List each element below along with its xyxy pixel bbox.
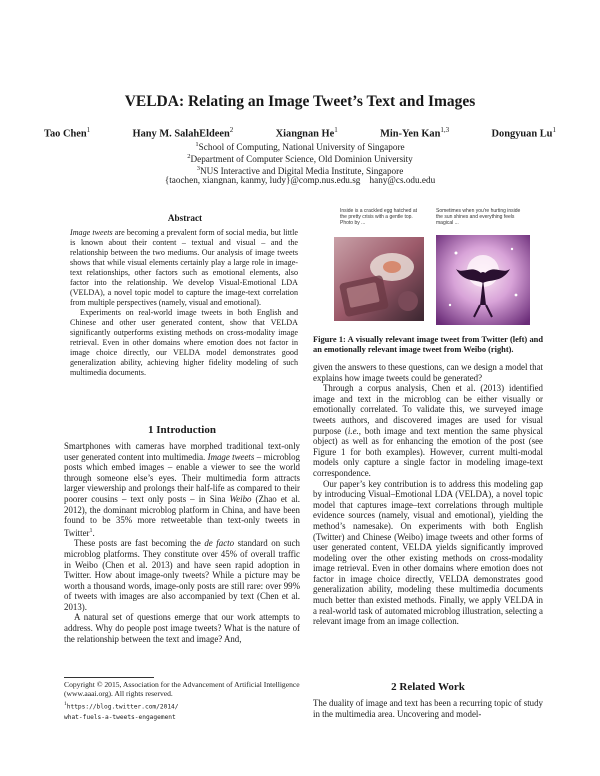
paper-title: VELDA: Relating an Image Tweet’s Text and Images — [124, 93, 476, 110]
related-work-body — [313, 698, 543, 719]
photo-icon — [334, 237, 424, 321]
fairy-photo-icon — [436, 235, 530, 325]
figure-left-tweet-image — [334, 237, 424, 321]
right-paragraph-3: Our paper’s key contribution is to address this modeling gap by introducing Visual–Emotional LDA (VELDA), a novel topic model that captures image–text correlations through multiple evidence sources (namely, visual and emotional), yielding the method’s namesake). On experiments with both English (Twitter) and Chinese (Weibo) image tweets and other forms of user generated content, VELDA yields significantly improved modeling over the other existing methods on cross-modality image retrieval. Even in other domains where emotion does not factor in image choice directly, VELDA demonstrates good generalization ability, modeling these multimedia documents much better than existed methods. Finally, we apply VELDA in a real-world task of automated microblog illustration, selecting a relevant image from an image collection. — [313, 478, 543, 627]
figure-right-tweet-image — [436, 235, 530, 325]
intro-paragraph-3: A natural set of questions emerge that our work attempts to address. Why do people post image tweets? What is the nature of the relationship between the text and image? And, — [64, 612, 300, 644]
section-heading-introduction: 1 Introduction — [148, 424, 216, 436]
author-list — [44, 126, 556, 139]
author-4: Min-Yen Kan$^{1,3}$ — [380, 126, 450, 140]
figure-right-tweet-text: Sometimes when you're hurting inside the sun shines and everything feels magical ... — [436, 208, 521, 226]
footnote-rule — [64, 677, 154, 678]
section-heading-related-work: 2 Related Work — [391, 681, 465, 693]
intro-paragraph-2: These posts are fast becoming the de facto standard on such microblog platforms. They constitute over 45% of overall traffic in Weibo (Chen et al. 2013) and have seen rapid adoption in Twitter. How about image-only tweets? While a picture may be worth a thousand words, image-only posts are still rare: over 99% of tweets with images are also accompanied by text (Chen et al. 2013). — [64, 538, 300, 612]
abstract-paragraph-2: Experiments on real-world image tweets in both English and Chinese and other user generated content, show that VELDA significantly outperforms existing methods on cross-modality image retrieval. Even in other domains where emotion does not factor in image choice directly, our VELDA model demonstrates good generalization ability, achieving higher fidelity modeling of such multimedia documents. — [70, 308, 298, 377]
figure-1-caption: Figure 1: A visually relevant image tweet from Twitter (left) and an emotionally relevant image tweet from Weibo (right). — [313, 335, 543, 355]
figure-left-tweet-text: Inside is a crackled egg hatched at the pretty crisis with a gentle top. Photo by ... — [340, 208, 417, 226]
affiliation-1: $^1$School of Computing, National University of Singapore — [195, 141, 405, 153]
footnote-url-line-2[interactable]: what-fuels-a-tweets-engagement — [64, 713, 176, 721]
affiliation-2: $^2$Department of Computer Science, Old Dominion University — [187, 153, 413, 165]
copyright-notice: Copyright © 2015, Association for the Advancement of Artificial Intelligence (www.aaai.org). All rights reserved. — [64, 680, 300, 699]
author-3: Xiangnan He$^1$ — [275, 126, 338, 140]
abstract-body — [70, 228, 298, 378]
author-1: Tao Chen$^1$ — [44, 126, 91, 140]
abstract-heading: Abstract — [167, 213, 203, 223]
abstract-paragraph-1: Image tweets are becoming a prevalent form of social media, but little is known about their content – textual and visual – and the relationship between the two mediums. Our analysis of image tweets shows that while visual elements certainly play a large role in image-text relationships, other factors such as emotional elements, also factor into the relationship. We develop Visual-Emotional LDA (VELDA), a novel topic model to capture the image-text correlation from multiple perspectives (namely, visual and emotional). — [70, 228, 298, 307]
related-work-paragraph-1: The duality of image and text has been a recurring topic of study in the multimedia area. Uncovering and model- — [313, 698, 543, 719]
right-paragraph-2: Through a corpus analysis, Chen et al. (2013) identified image and text in the microblog can be either visually or emotionally correlated. To validate this, we surveyed image tweets authors, and discovered images are used for visual purpose (i.e., both image and text mention the same physical object) as well as for enhancing the emotion of the post (see Figure 1 for both examples). However, current multi-modal models only capture a single factor in modeling image-text correspondence. — [313, 383, 544, 478]
right-paragraph-1: given the answers to these questions, can we design a model that explains how image tweets could be generated? — [313, 362, 543, 383]
footnote-url-line-1[interactable]: https://blog.twitter.com/2014/ — [66, 703, 179, 711]
right-column-body — [313, 362, 543, 627]
author-5: Dongyuan Lu$^1$ — [491, 126, 556, 140]
author-2: Hany M. SalahEldeen$^2$ — [132, 126, 234, 140]
footnote-1: $^1$https://blog.twitter.com/2014/ what-fuels-a-tweets-engagement — [64, 701, 179, 721]
introduction-body — [64, 441, 300, 644]
affiliation-3: $^3$NUS Interactive and Digital Media Institute, Singapore — [196, 165, 404, 177]
intro-paragraph-1: Smartphones with cameras have morphed traditional text-only user generated content into multimedia. Image tweets – microblog posts which embed images – enable a viewer to see the world through someone else’s eyes. Their multimedia form attracts larger viewership and prolongs their half-life as compared to their poorer cousins – text only posts – in Sina Weibo (Zhao et al. 2012), the dominant microblog platform in China, and have been found to be 35% more retweetable than text-only tweets in Twitter$^1$. — [64, 441, 300, 538]
author-emails: {taochen, xiangnan, kanmy, ludy}@comp.nus.edu.sg hany@cs.odu.edu — [164, 175, 436, 185]
